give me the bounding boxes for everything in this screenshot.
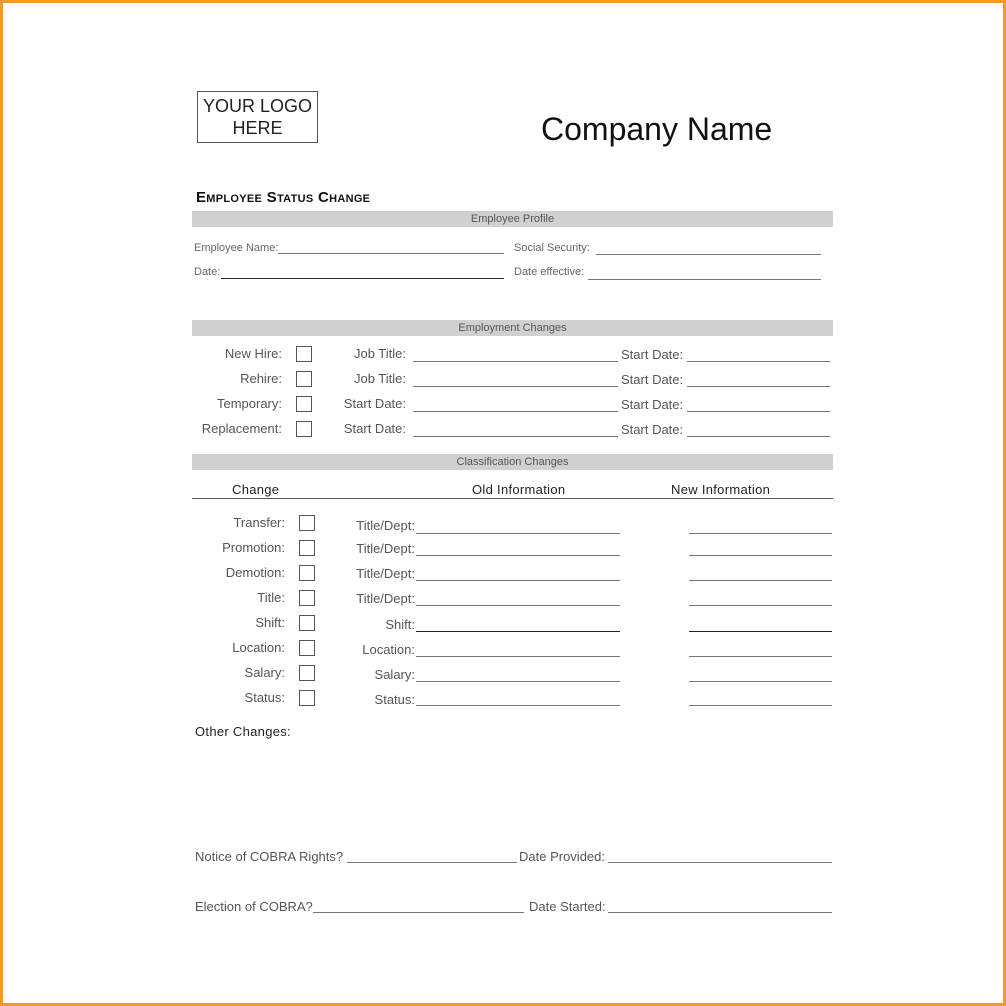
date-provided-field[interactable] [608, 862, 832, 863]
section-bar-classification-changes: Classification Changes [192, 454, 833, 470]
old-info-field[interactable] [416, 656, 620, 657]
employment-start-input[interactable] [687, 386, 830, 387]
change-type-label: Title: [257, 590, 285, 605]
employment-field-label: Start Date: [343, 396, 406, 411]
date-field[interactable] [221, 278, 504, 279]
company-name: Company Name [541, 111, 773, 147]
old-info-label: Salary: [374, 667, 415, 682]
date-provided-label: Date Provided: [519, 849, 605, 864]
old-info-label: Title/Dept: [356, 518, 415, 533]
location-checkbox[interactable] [299, 640, 315, 656]
employee-name-label: Employee Name: [194, 242, 279, 254]
old-info-label: Shift: [385, 617, 415, 632]
change-type-label: Promotion: [222, 540, 285, 555]
new-info-field[interactable] [689, 656, 832, 657]
new-info-field[interactable] [689, 681, 832, 682]
old-info-field[interactable] [416, 605, 620, 606]
new-info-field[interactable] [689, 580, 832, 581]
change-type-label: Status: [244, 690, 285, 705]
transfer-checkbox[interactable] [299, 515, 315, 531]
old-info-label: Title/Dept: [356, 566, 415, 581]
date-label: Date: [194, 266, 221, 278]
change-type-label: Demotion: [225, 565, 285, 580]
old-info-field[interactable] [416, 631, 620, 632]
change-type-label: Shift: [255, 615, 285, 630]
title-checkbox[interactable] [299, 590, 315, 606]
new-info-field[interactable] [689, 631, 832, 632]
shift-checkbox[interactable] [299, 615, 315, 631]
demotion-checkbox[interactable] [299, 565, 315, 581]
column-header-change: Change [232, 482, 280, 497]
change-type-label: Salary: [244, 665, 285, 680]
date-started-field[interactable] [608, 912, 832, 913]
employment-field-input[interactable] [413, 436, 618, 437]
other-changes-label: Other Changes: [195, 724, 291, 739]
form-title: Employee Status Change [196, 189, 371, 206]
cobra-election-label: Election of COBRA? [195, 899, 313, 914]
employment-field-input[interactable] [413, 361, 618, 362]
cobra-notice-field[interactable] [347, 862, 517, 863]
old-info-field[interactable] [416, 681, 620, 682]
date-started-label: Date Started: [529, 899, 606, 914]
column-header-old-information: Old Information [472, 482, 566, 497]
old-info-label: Title/Dept: [356, 591, 415, 606]
old-info-label: Location: [362, 642, 415, 657]
new-hire-checkbox[interactable] [296, 346, 312, 362]
employment-start-label: Start Date: [621, 422, 684, 437]
social-security-field[interactable] [596, 254, 821, 255]
employment-field-input[interactable] [413, 386, 618, 387]
logo-line-1: YOUR LOGO [202, 96, 313, 116]
employment-field-input[interactable] [413, 411, 618, 412]
employment-start-label: Start Date: [621, 397, 684, 412]
employment-field-label: Start Date: [343, 421, 406, 436]
old-info-field[interactable] [416, 555, 620, 556]
temporary-checkbox[interactable] [296, 396, 312, 412]
old-info-field[interactable] [416, 580, 620, 581]
cobra-election-field[interactable] [313, 912, 524, 913]
employment-type-label: Rehire: [240, 371, 282, 386]
cobra-notice-label: Notice of COBRA Rights? [195, 849, 344, 864]
promotion-checkbox[interactable] [299, 540, 315, 556]
employment-start-label: Start Date: [621, 372, 684, 387]
employment-type-label: Temporary: [216, 396, 282, 411]
old-info-field[interactable] [416, 705, 620, 706]
old-info-label: Title/Dept: [356, 541, 415, 556]
status-checkbox[interactable] [299, 690, 315, 706]
other-changes-area[interactable] [193, 745, 833, 835]
logo-placeholder [197, 91, 318, 143]
new-info-field[interactable] [689, 555, 832, 556]
replacement-checkbox[interactable] [296, 421, 312, 437]
employment-start-input[interactable] [687, 436, 830, 437]
rehire-checkbox[interactable] [296, 371, 312, 387]
section-bar-employee-profile: Employee Profile [192, 211, 833, 227]
change-type-label: Transfer: [233, 515, 285, 530]
employment-type-label: Replacement: [201, 421, 282, 436]
employment-type-label: New Hire: [224, 346, 282, 361]
new-info-field[interactable] [689, 605, 832, 606]
new-info-field[interactable] [689, 705, 832, 706]
section-bar-employment-changes: Employment Changes [192, 320, 833, 336]
employee-name-field[interactable] [278, 253, 504, 254]
employment-field-label: Job Title: [353, 371, 406, 386]
date-effective-field[interactable] [588, 279, 821, 280]
logo-line-2: HERE [232, 118, 283, 138]
employment-start-input[interactable] [687, 361, 830, 362]
salary-checkbox[interactable] [299, 665, 315, 681]
new-info-field[interactable] [689, 533, 832, 534]
employment-field-label: Job Title: [353, 346, 406, 361]
employment-start-input[interactable] [687, 411, 830, 412]
date-effective-label: Date effective: [514, 266, 585, 278]
column-header-new-information: New Information [671, 482, 771, 497]
column-header-rule [192, 498, 833, 499]
old-info-label: Status: [374, 692, 415, 707]
old-info-field[interactable] [416, 533, 620, 534]
social-security-label: Social Security: [514, 242, 590, 254]
employment-start-label: Start Date: [621, 347, 684, 362]
change-type-label: Location: [232, 640, 285, 655]
